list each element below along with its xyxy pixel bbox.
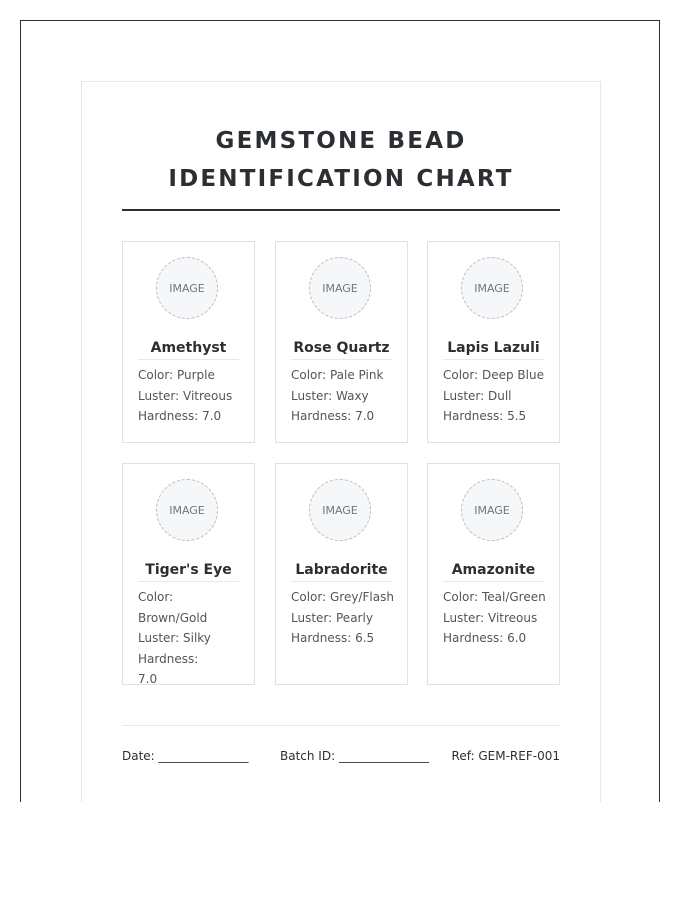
gem-hardness: Hardness: 7.0: [138, 651, 199, 686]
gem-luster: Luster: Vitreous: [138, 388, 233, 403]
gem-card-lapis-lazuli: [427, 241, 560, 443]
gem-card-tigers-eye: [122, 463, 255, 685]
footer-reference: Ref: GEM-REF-001: [451, 749, 560, 763]
bead-image-placeholder: IMAGE: [461, 257, 523, 319]
gem-color: Color: Purple: [138, 368, 215, 382]
bead-image-placeholder: IMAGE: [309, 257, 371, 319]
gem-color: Color: Brown/Gold: [138, 590, 208, 625]
gem-name: Tiger's Eye: [138, 559, 239, 582]
gem-hardness: Hardness: 7.0: [138, 409, 222, 423]
footer-date-field: Date: _______________: [122, 749, 249, 763]
gem-card-rose-quartz: [275, 241, 408, 443]
gem-luster: Luster: Pearly: [291, 610, 373, 625]
gem-card-labradorite: [275, 463, 408, 685]
title-divider: [122, 209, 560, 211]
gem-card-amazonite: [427, 463, 560, 685]
gem-luster: Luster: Dull: [443, 388, 512, 403]
gem-properties: [138, 587, 218, 690]
bead-image-placeholder: IMAGE: [156, 479, 218, 541]
gem-color: Color: Pale Pink: [291, 368, 384, 382]
gem-color: Color: Grey/Flash: [291, 590, 394, 604]
bead-image-placeholder: IMAGE: [461, 479, 523, 541]
gem-properties: [291, 365, 396, 427]
gem-properties: [443, 365, 548, 427]
gem-hardness: Hardness: 6.0: [443, 631, 527, 645]
gem-hardness: Hardness: 6.5: [291, 631, 375, 645]
chart-title: [122, 122, 560, 198]
footer-divider: [122, 725, 560, 726]
title-line-2: IDENTIFICATION CHART: [168, 166, 514, 192]
gem-name: Labradorite: [291, 559, 392, 582]
gem-name: Rose Quartz: [291, 337, 392, 360]
gem-card-amethyst: [122, 241, 255, 443]
footer-batch-id-field: Batch ID: _______________: [280, 749, 429, 763]
gem-color: Color: Deep Blue: [443, 368, 544, 382]
gem-luster: Luster: Vitreous: [443, 610, 538, 625]
gem-luster: Luster: Silky: [138, 631, 211, 645]
bead-image-placeholder: IMAGE: [156, 257, 218, 319]
gem-properties: [443, 587, 548, 649]
bead-image-placeholder: IMAGE: [309, 479, 371, 541]
gem-hardness: Hardness: 7.0: [291, 409, 375, 423]
gem-color: Color: Teal/Green: [443, 590, 546, 604]
title-line-1: GEMSTONE BEAD: [215, 128, 467, 154]
gem-properties: [291, 587, 396, 649]
gem-properties: [138, 365, 243, 427]
gem-name: Amethyst: [138, 337, 239, 360]
gem-hardness: Hardness: 5.5: [443, 409, 527, 423]
gem-name: Lapis Lazuli: [443, 337, 544, 360]
gem-luster: Luster: Waxy: [291, 388, 369, 403]
gem-name: Amazonite: [443, 559, 544, 582]
